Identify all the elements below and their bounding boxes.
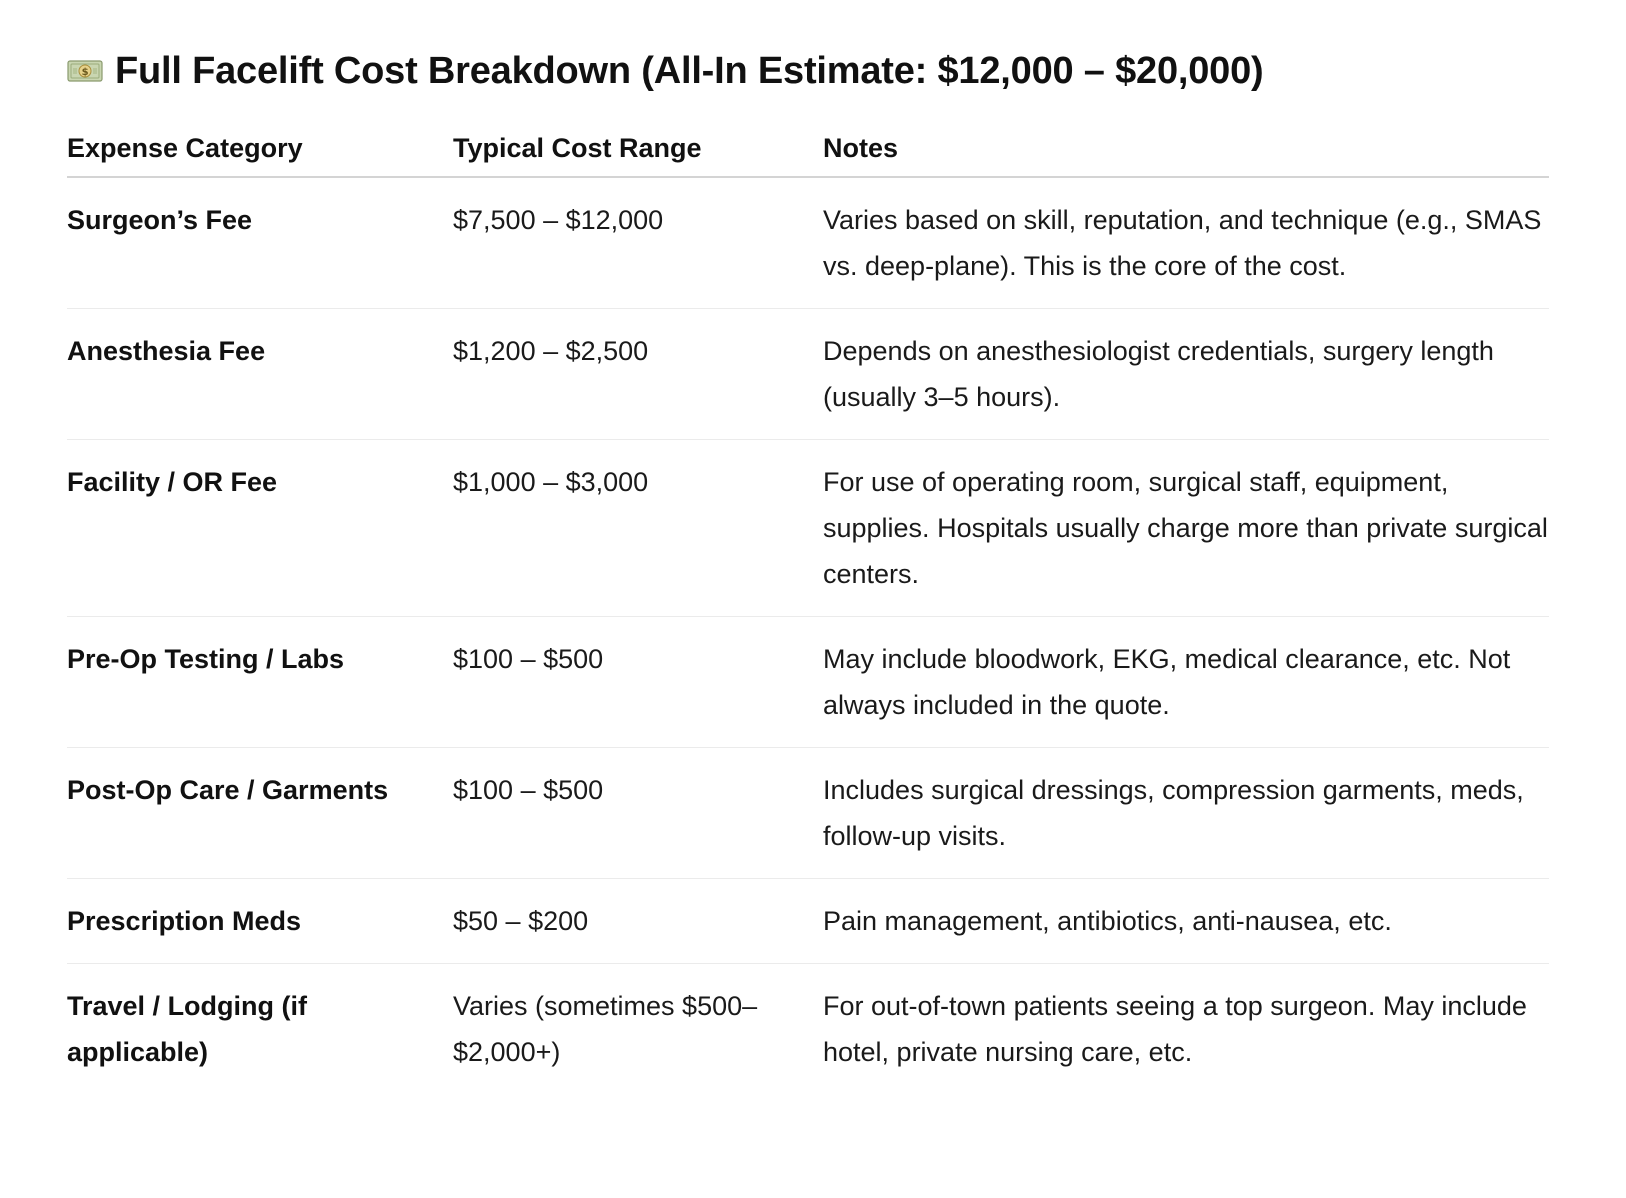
cost-range: $100 – $500 — [453, 748, 823, 879]
cost-breakdown-section — [67, 44, 1549, 1094]
expense-category: Surgeon’s Fee — [67, 177, 453, 309]
table-row — [67, 748, 1549, 879]
expense-category: Post-Op Care / Garments — [67, 748, 453, 879]
table-header-row — [67, 124, 1549, 177]
table-row — [67, 177, 1549, 309]
expense-notes: Pain management, antibiotics, anti-nausea, etc. — [823, 879, 1549, 964]
cost-range: $1,000 – $3,000 — [453, 440, 823, 617]
cost-range: $100 – $500 — [453, 617, 823, 748]
cost-range: $7,500 – $12,000 — [453, 177, 823, 309]
table-row — [67, 617, 1549, 748]
expense-notes: For out-of-town patients seeing a top surgeon. May include hotel, private nursing care, etc. — [823, 991, 1527, 1067]
cost-table — [67, 124, 1549, 1094]
expense-notes: Varies based on skill, reputation, and technique (e.g., SMAS vs. deep-plane). This is the core of the cost. — [823, 177, 1549, 309]
expense-category: Pre-Op Testing / Labs — [67, 617, 453, 748]
expense-category: Facility / OR Fee — [67, 440, 453, 617]
expense-category: Prescription Meds — [67, 879, 453, 964]
money-bill-icon — [67, 59, 103, 83]
column-header-category: Expense Category — [67, 124, 453, 177]
expense-notes: For use of operating room, surgical staff, equipment, supplies. Hospitals usually charge more than private surgical centers. — [823, 440, 1549, 617]
cost-range: $1,200 – $2,500 — [453, 309, 823, 440]
expense-notes: May include bloodwork, EKG, medical clearance, etc. Not always included in the quote. — [823, 617, 1549, 748]
expense-notes: Includes surgical dressings, compression garments, meds, follow-up visits. — [823, 748, 1549, 879]
expense-category: Anesthesia Fee — [67, 309, 453, 440]
cost-range: $50 – $200 — [453, 879, 823, 964]
expense-notes: Depends on anesthesiologist credentials, surgery length (usually 3–5 hours). — [823, 309, 1549, 440]
cost-range: Varies (sometimes $500–$2,000+) — [453, 991, 758, 1067]
expense-category: Travel / Lodging (if applicable) — [67, 991, 308, 1067]
table-row — [67, 879, 1549, 964]
table-row — [67, 440, 1549, 617]
svg-text:$: $ — [81, 67, 89, 78]
section-heading-text: Full Facelift Cost Breakdown (All-In Estimate: $12,000 – $20,000) — [115, 49, 1264, 92]
column-header-notes: Notes — [823, 124, 1549, 177]
table-row — [67, 964, 1549, 1095]
column-header-cost: Typical Cost Range — [453, 124, 823, 177]
section-heading — [67, 44, 1549, 98]
table-row — [67, 309, 1549, 440]
